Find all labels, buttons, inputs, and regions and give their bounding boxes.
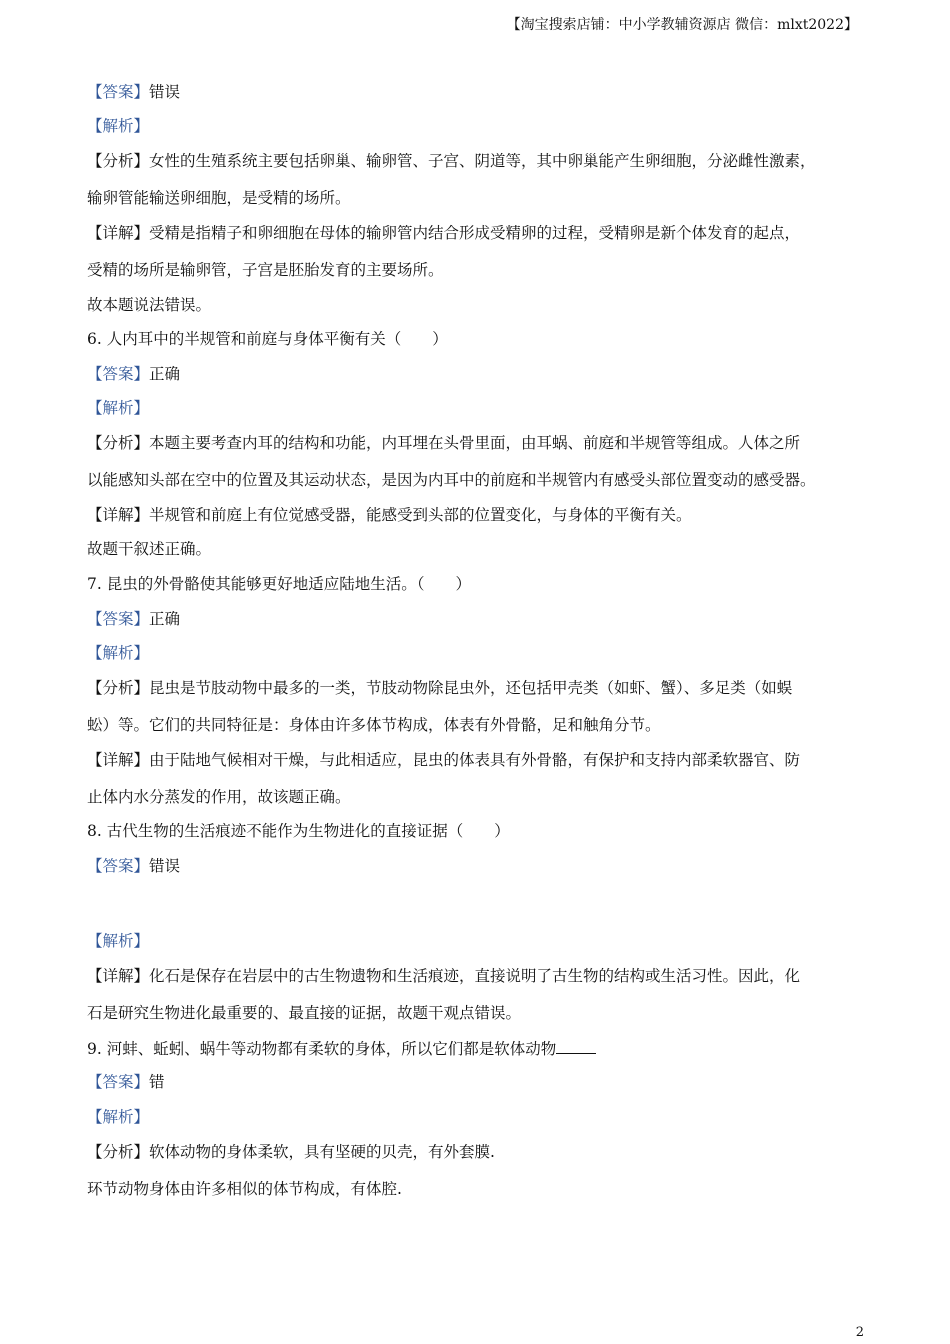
q7-analysis-text-1: 昆虫是节肢动物中最多的一类，节肢动物除昆虫外，还包括甲壳类（如虾、蟹）、多足类（如蜈	[149, 679, 793, 697]
analysis-label: 【分析】	[87, 679, 150, 697]
analysis-label: 【分析】	[87, 1143, 150, 1161]
explain-label: 【解析】	[87, 1108, 150, 1126]
detail-label: 【详解】	[87, 224, 150, 242]
answer-label: 【答案】	[87, 610, 150, 628]
q6-analysis-line-2: 以能感知头部在空中的位置及其运动状态，是因为内耳中的前庭和半规管内有感受头部位置变动的感受器。	[87, 471, 816, 489]
q5-conclusion: 故本题说法错误。	[87, 296, 212, 314]
q9-answer-line	[87, 1071, 870, 1093]
q5-answer: 错误	[149, 83, 181, 101]
q6-detail-line-1	[87, 504, 870, 526]
q8-detail-line-2: 石是研究生物进化最重要的、最直接的证据，故题干观点错误。	[87, 1004, 522, 1022]
explain-label: 【解析】	[87, 117, 150, 135]
q8-answer-line	[87, 855, 870, 877]
q8-question: 8. 古代生物的生活痕迹不能作为生物进化的直接证据（ ）	[87, 822, 510, 840]
q8-detail-text-1: 化石是保存在岩层中的古生物遗物和生活痕迹，直接说明了古生物的结构或生活习性。因此，化	[149, 967, 801, 985]
q9-question: 9. 河蚌、蚯蚓、蜗牛等动物都有柔软的身体，所以它们都是软体动物	[87, 1040, 557, 1058]
q5-detail-text-1: 受精是指精子和卵细胞在母体的输卵管内结合形成受精卵的过程，受精卵是新个体发育的起点，	[149, 224, 801, 242]
q5-answer-line	[87, 81, 870, 103]
q9-question-line	[87, 1037, 870, 1060]
detail-label: 【详解】	[87, 967, 150, 985]
q6-conclusion: 故题干叙述正确。	[87, 540, 212, 558]
answer-label: 【答案】	[87, 365, 150, 383]
q6-explain-line	[87, 397, 870, 419]
page-header: 【淘宝搜索店铺：中小学教辅资源店 微信：mlxt2022】	[506, 17, 858, 33]
q5-analysis-line-1	[87, 150, 870, 172]
detail-label: 【详解】	[87, 751, 150, 769]
q7-answer-line	[87, 608, 870, 630]
q7-analysis-line-1	[87, 677, 870, 699]
q8-answer: 错误	[149, 857, 181, 875]
q7-answer: 正确	[149, 610, 181, 628]
answer-label: 【答案】	[87, 83, 150, 101]
q9-analysis-line-2: 环节动物身体由许多相似的体节构成，有体腔.	[87, 1180, 402, 1198]
q6-answer: 正确	[149, 365, 181, 383]
q6-detail-text-1: 半规管和前庭上有位觉感受器，能感受到头部的位置变化，与身体的平衡有关。	[149, 506, 692, 524]
explain-label: 【解析】	[87, 644, 150, 662]
q7-detail-line-1	[87, 749, 870, 771]
q6-answer-line	[87, 363, 870, 385]
page-number: 2	[855, 1325, 864, 1340]
q8-explain-line	[87, 930, 870, 952]
q5-detail-line-2: 受精的场所是输卵管，子宫是胚胎发育的主要场所。	[87, 261, 444, 279]
q5-detail-line-1	[87, 222, 870, 244]
q7-analysis-line-2: 蚣）等。它们的共同特征是：身体由许多体节构成，体表有外骨骼，足和触角分节。	[87, 716, 661, 734]
q6-analysis-line-1	[87, 432, 870, 454]
analysis-label: 【分析】	[87, 434, 150, 452]
analysis-label: 【分析】	[87, 152, 150, 170]
answer-label: 【答案】	[87, 1073, 150, 1091]
q9-explain-line	[87, 1106, 870, 1128]
q7-question: 7. 昆虫的外骨骼使其能够更好地适应陆地生活。（ ）	[87, 575, 471, 593]
explain-label: 【解析】	[87, 399, 150, 417]
q6-analysis-text-1: 本题主要考查内耳的结构和功能，内耳埋在头骨里面，由耳蜗、前庭和半规管等组成。人体之所	[149, 434, 801, 452]
q5-analysis-line-2: 输卵管能输送卵细胞，是受精的场所。	[87, 189, 351, 207]
q8-detail-line-1	[87, 965, 870, 987]
q6-question: 6. 人内耳中的半规管和前庭与身体平衡有关（ ）	[87, 330, 448, 348]
answer-label: 【答案】	[87, 857, 150, 875]
detail-label: 【详解】	[87, 506, 150, 524]
q9-analysis-line-1	[87, 1141, 870, 1163]
explain-label: 【解析】	[87, 932, 150, 950]
q5-analysis-text-1: 女性的生殖系统主要包括卵巢、输卵管、子宫、阴道等，其中卵巢能产生卵细胞，分泌雌性激素，	[149, 152, 816, 170]
q9-analysis-text-1: 软体动物的身体柔软，具有坚硬的贝壳，有外套膜.	[149, 1143, 495, 1161]
q7-detail-text-1: 由于陆地气候相对干燥，与此相适应，昆虫的体表具有外骨骼，有保护和支持内部柔软器官、防	[149, 751, 801, 769]
q5-explain-line	[87, 115, 870, 137]
q9-answer: 错	[149, 1073, 165, 1091]
q7-detail-line-2: 止体内水分蒸发的作用，故该题正确。	[87, 788, 351, 806]
answer-blank	[556, 1037, 596, 1054]
q7-explain-line	[87, 642, 870, 664]
